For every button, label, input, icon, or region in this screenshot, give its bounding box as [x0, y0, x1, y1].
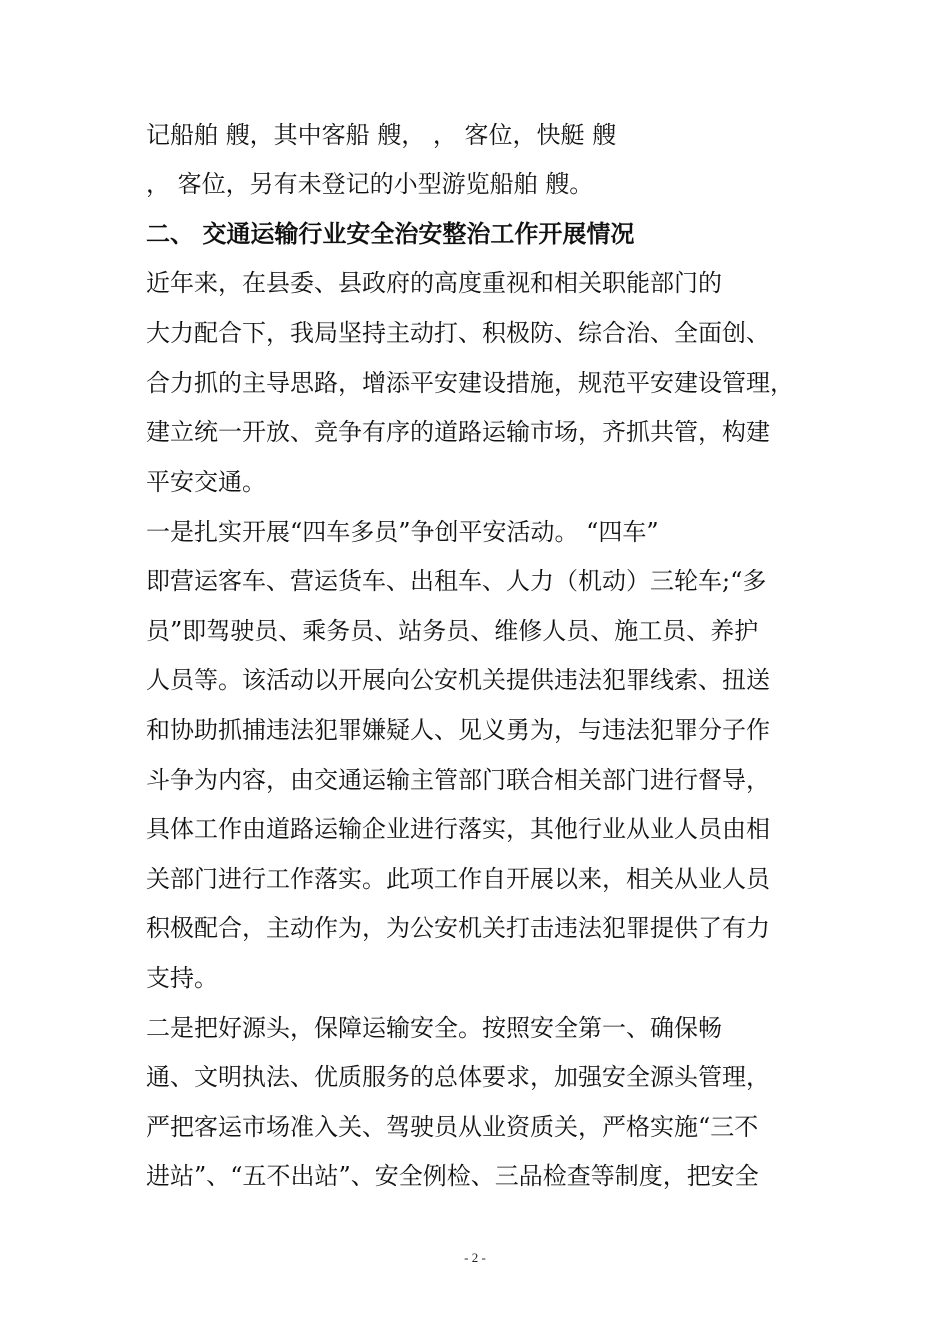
- body-text-line: 近年来，在县委、县政府的高度重视和相关职能部门的: [146, 269, 722, 297]
- body-text-line: 建立统一开放、竞争有序的道路运输市场，齐抓共管，构建: [146, 418, 770, 446]
- body-text-line: 积极配合，主动作为，为公安机关打击违法犯罪提供了有力: [146, 914, 770, 942]
- body-text-line: 具体工作由道路运输企业进行落实，其他行业从业人员由相: [146, 815, 770, 843]
- body-text-line: 平安交通。: [146, 468, 266, 496]
- body-text-line: 和协助抓捕违法犯罪嫌疑人、见义勇为，与违法犯罪分子作: [146, 716, 770, 744]
- body-text-line: 记船舶 艘，其中客船 艘， ， 客位，快艇 艘: [146, 121, 617, 149]
- body-text-line: 斗争为内容，由交通运输主管部门联合相关部门进行督导，: [146, 766, 770, 794]
- body-text-line: 即营运客车、营运货车、出租车、人力（机动）三轮车;“多: [146, 567, 767, 595]
- body-text-line: 合力抓的主导思路，增添平安建设措施，规范平安建设管理，: [146, 369, 794, 397]
- section-heading: 二、 交通运输行业安全治安整治工作开展情况: [146, 219, 635, 248]
- body-text-line: 一是扎实开展“四车多员”争创平安活动。 “四车”: [146, 518, 659, 546]
- body-text-line: 大力配合下，我局坚持主动打、积极防、综合治、全面创、: [146, 319, 770, 347]
- body-text-line: 通、文明执法、优质服务的总体要求，加强安全源头管理，: [146, 1063, 770, 1091]
- page-number: - 2 -: [464, 1250, 486, 1265]
- body-text-line: ， 客位，另有未登记的小型游览船舶 艘。: [146, 170, 594, 198]
- body-text-line: 员”即驾驶员、乘务员、站务员、维修人员、施工员、养护: [146, 617, 759, 645]
- body-text-line: 人员等。该活动以开展向公安机关提供违法犯罪线索、扭送: [146, 666, 770, 694]
- body-text-line: 二是把好源头，保障运输安全。按照安全第一、确保畅: [146, 1014, 722, 1042]
- body-text-line: 关部门进行工作落实。此项工作自开展以来，相关从业人员: [146, 865, 770, 893]
- body-text-line: 进站”、“五不出站”、安全例检、三品检查等制度，把安全: [146, 1162, 759, 1190]
- body-text-line: 严把客运市场准入关、驾驶员从业资质关，严格实施“三不: [146, 1113, 759, 1141]
- body-text-line: 支持。: [146, 964, 218, 992]
